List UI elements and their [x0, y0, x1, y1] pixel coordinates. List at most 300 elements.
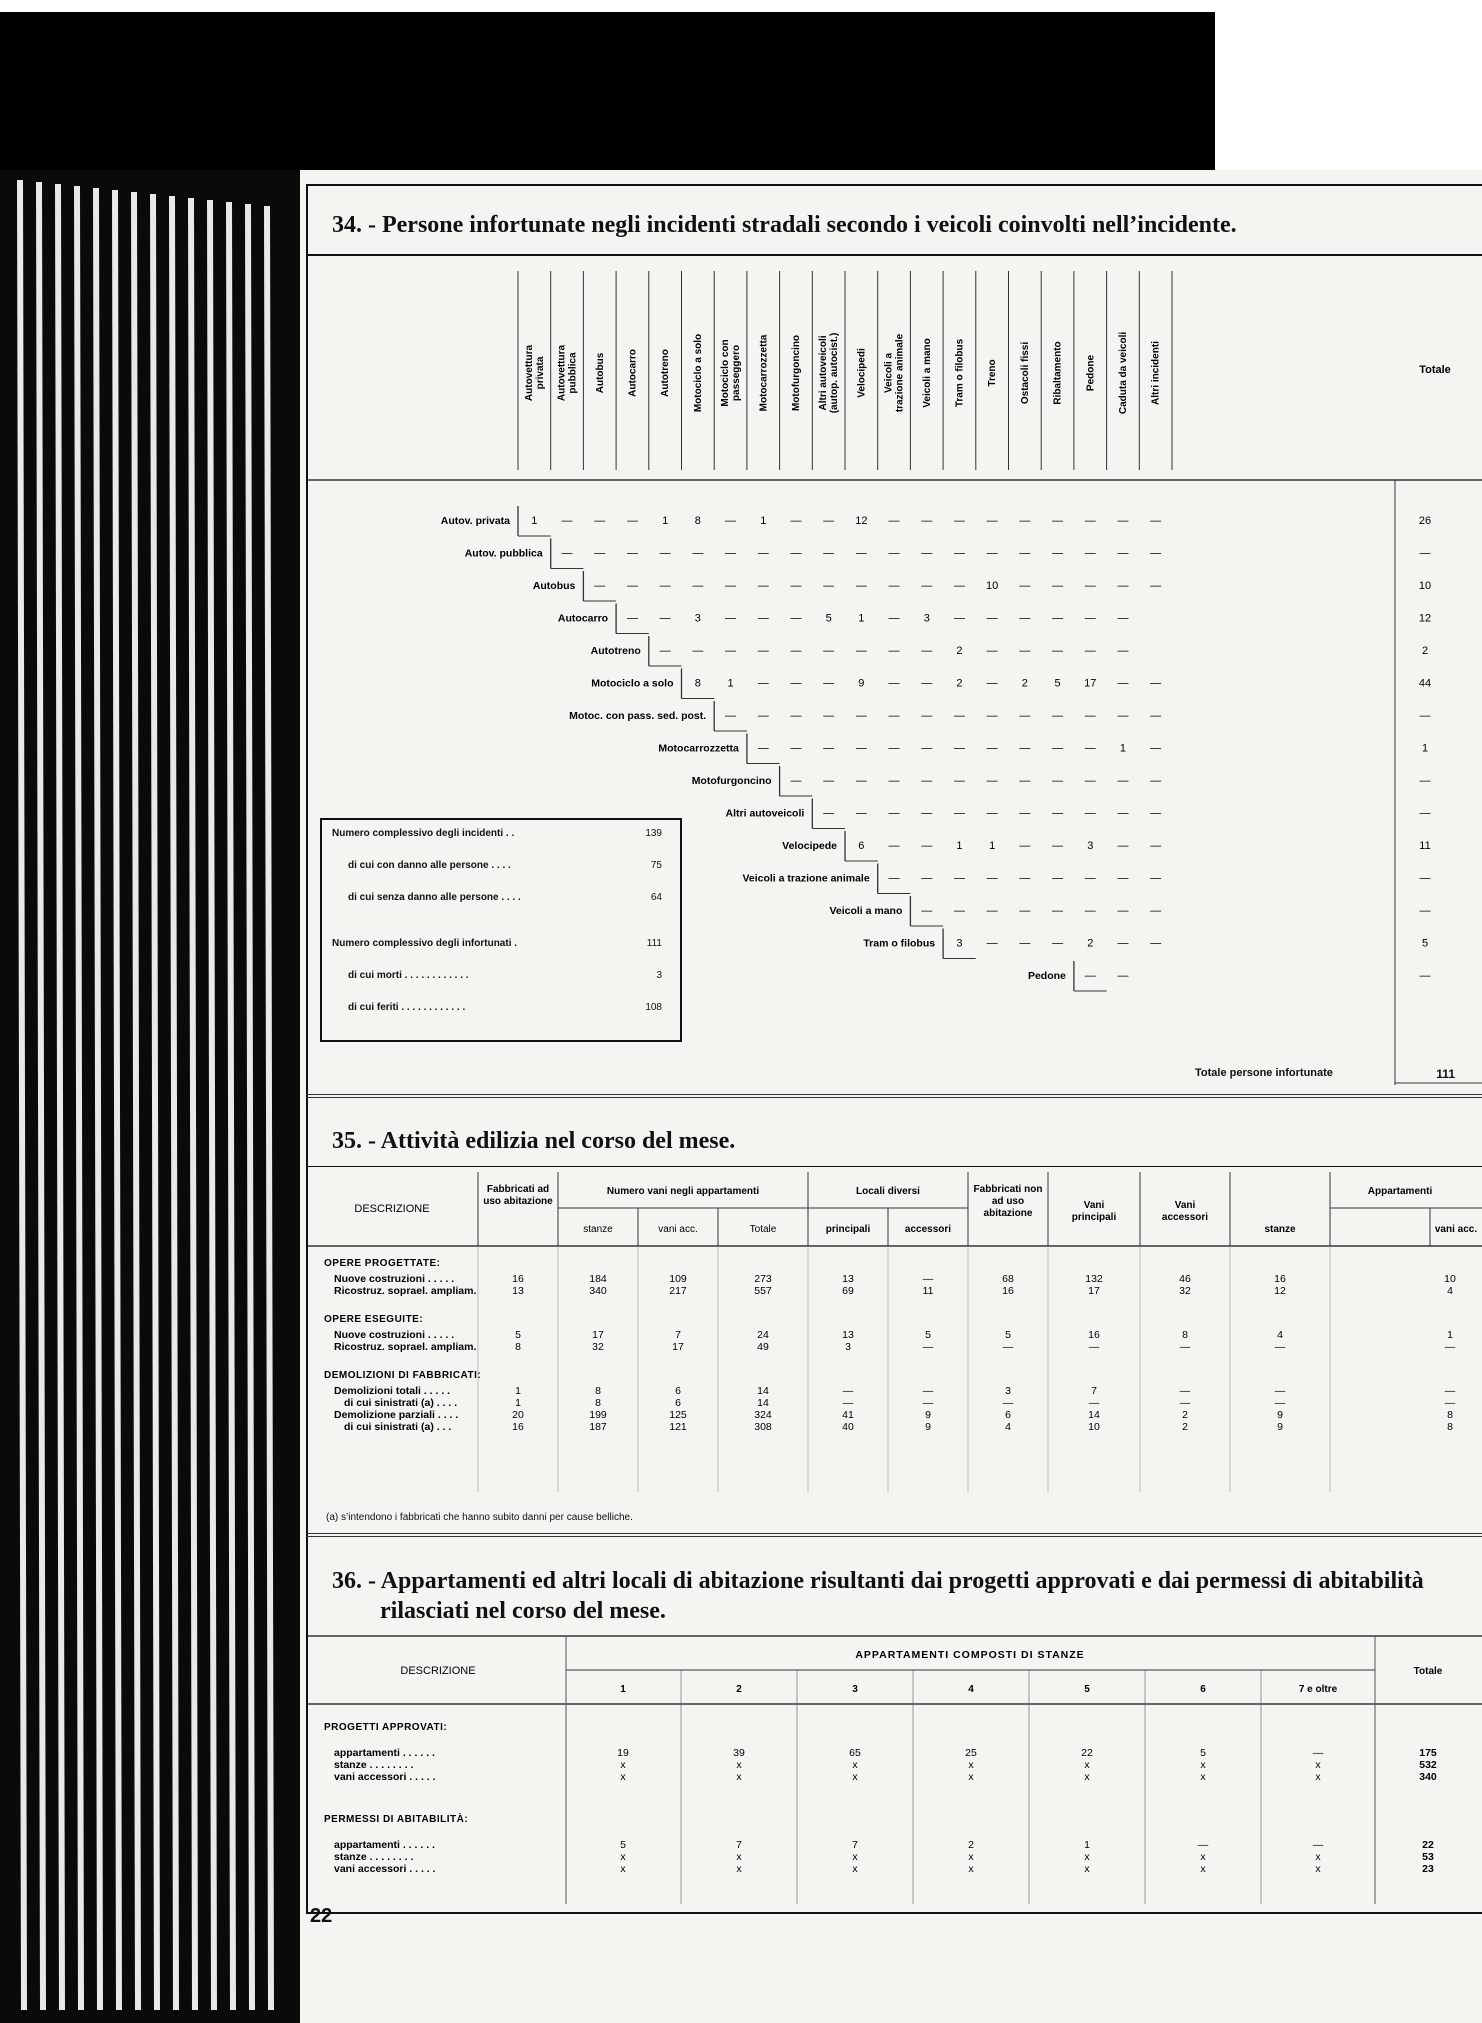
t36-h-col: 2	[736, 1684, 742, 1695]
t35-cell: 10	[1444, 1273, 1456, 1285]
summary-value: 64	[650, 892, 662, 903]
t34-cell: —	[1019, 645, 1031, 657]
t35-cell: 11	[922, 1285, 934, 1297]
t35-cell: 8	[1447, 1409, 1453, 1421]
page-edge-line	[210, 200, 214, 2010]
t34-cell: —	[626, 515, 638, 527]
t34-cell: —	[855, 580, 867, 592]
t34-cell: —	[823, 742, 835, 755]
t35-cell: —	[1444, 1385, 1456, 1397]
t34-row-label: Veicoli a mano	[829, 905, 903, 917]
t34-cell: —	[1084, 515, 1096, 527]
summary-label: Numero complessivo degli incidenti . .	[332, 828, 515, 839]
t34-cell: —	[986, 905, 998, 917]
t34-cell: —	[953, 775, 965, 787]
t35-cell: 121	[669, 1421, 687, 1433]
t35-h-vani-principali: Vani	[1083, 1200, 1105, 1211]
table-34-grid	[300, 255, 1482, 1185]
t34-col-total: Totale	[1419, 364, 1451, 376]
t34-cell-total: —	[1419, 775, 1431, 787]
t34-cell: —	[1150, 677, 1162, 690]
t34-cell: —	[888, 515, 900, 527]
t34-row-label: Motofurgoncino	[691, 775, 772, 787]
page-edge-line	[77, 186, 81, 2010]
t34-cell: —	[757, 710, 769, 722]
t34-cell: —	[986, 645, 998, 657]
t35-cell: 132	[1085, 1273, 1103, 1285]
t36-cell: 5	[1200, 1747, 1206, 1759]
t34-cell: —	[1019, 775, 1031, 787]
t34-cell: —	[1117, 710, 1129, 722]
t36-cell: x	[1315, 1771, 1321, 1783]
t35-cell: —	[1444, 1341, 1456, 1353]
t35-cell: 16	[1274, 1273, 1286, 1285]
t36-cell: x	[620, 1851, 626, 1863]
t34-col-header: Ribaltamento	[1052, 341, 1064, 405]
t36-cell: x	[736, 1851, 742, 1863]
t34-row-label: Motocarrozzetta	[658, 742, 739, 755]
t34-cell: —	[921, 840, 933, 852]
t36-cell: x	[1084, 1863, 1090, 1875]
t34-cell: —	[790, 515, 802, 527]
t36-cell: —	[1312, 1839, 1324, 1851]
t34-cell: 9	[858, 677, 865, 690]
t36-cell: 65	[849, 1747, 861, 1759]
t34-cell: —	[953, 710, 965, 722]
summary-label: di cui con danno alle persone . . . .	[348, 860, 511, 871]
t34-cell: —	[921, 645, 933, 657]
t34-cell-total: 10	[1418, 580, 1432, 592]
t34-cell: —	[1150, 937, 1162, 950]
t34-cell: 1	[531, 515, 538, 527]
t35-cell: 49	[757, 1341, 769, 1353]
summary-box	[320, 818, 682, 1042]
t35-cell: 1	[1447, 1329, 1453, 1341]
t34-cell-total: —	[1419, 872, 1431, 885]
t34-col-header: privata	[534, 356, 546, 390]
t34-cell: —	[1084, 710, 1096, 722]
t35-cell: 13	[842, 1273, 854, 1285]
t36-cell: x	[968, 1771, 974, 1783]
t34-row-label: Autov. pubblica	[464, 547, 543, 560]
page-edge-line	[134, 192, 138, 2010]
book-page-edges	[0, 170, 300, 2023]
t34-cell: —	[855, 547, 867, 560]
t34-cell: —	[823, 710, 835, 722]
t34-cell: —	[888, 677, 900, 690]
t36-cell: x	[620, 1771, 626, 1783]
t34-cell: —	[1052, 840, 1064, 852]
t34-cell: 6	[858, 840, 865, 852]
t36-cell: 175	[1419, 1747, 1437, 1759]
t35-cell: 20	[512, 1409, 524, 1421]
t35-cell: 8	[515, 1341, 521, 1353]
t35-cell: 7	[1091, 1385, 1097, 1397]
t35-row-label: Ricostruz. soprael. ampliam.	[334, 1341, 477, 1353]
t35-cell: 4	[1277, 1329, 1283, 1341]
t34-cell: —	[921, 547, 933, 560]
t34-cell-total: —	[1419, 905, 1431, 917]
t34-cell: —	[823, 677, 835, 690]
t35-cell: —	[1179, 1397, 1191, 1409]
t34-cell: 8	[694, 677, 701, 690]
t36-cell: 7	[852, 1839, 858, 1851]
t34-col-header: Autovettura	[523, 344, 535, 402]
t34-row-label: Autov. privata	[440, 515, 510, 527]
t35-cell: 125	[669, 1409, 687, 1421]
t34-cell: —	[921, 872, 933, 885]
t34-cell: —	[1150, 742, 1162, 755]
t34-cell: —	[1019, 742, 1031, 755]
t35-cell: 4	[1447, 1285, 1453, 1297]
t35-cell: 4	[1005, 1421, 1011, 1433]
table-36-grid	[300, 1634, 1482, 1914]
t35-cell: 2	[1182, 1421, 1188, 1433]
t35-h-app-vani-acc: vani acc.	[1434, 1224, 1478, 1235]
t34-cell: —	[692, 547, 704, 560]
t35-cell: 340	[589, 1285, 607, 1297]
t35-cell: 8	[595, 1385, 601, 1397]
t34-cell: —	[888, 645, 900, 657]
t34-cell: 1	[858, 612, 865, 625]
t35-h-locali-diversi: Locali diversi	[856, 1186, 920, 1197]
t34-cell: —	[953, 807, 965, 820]
t34-cell-total: —	[1419, 807, 1431, 820]
t36-cell: x	[736, 1863, 742, 1875]
t34-cell: 2	[956, 677, 963, 690]
t36-cell: 25	[965, 1747, 977, 1759]
t34-cell-total: —	[1419, 547, 1431, 560]
t35-group-heading: OPERE PROGETTATE:	[324, 1258, 441, 1269]
t34-col-header: Veicoli a	[883, 352, 895, 394]
t34-cell: —	[1084, 970, 1096, 982]
t34-cell: —	[790, 547, 802, 560]
t34-cell: —	[659, 547, 671, 560]
t36-cell: 7	[736, 1839, 742, 1851]
t34-cell: —	[1052, 710, 1064, 722]
t34-cell: 5	[825, 612, 832, 625]
t34-cell: —	[1117, 840, 1129, 852]
summary-label: Numero complessivo degli infortunati .	[332, 938, 518, 949]
t34-cell: 2	[1021, 677, 1028, 690]
t34-cell: —	[1150, 775, 1162, 787]
t36-cell: 53	[1422, 1851, 1434, 1863]
t36-cell: x	[736, 1759, 742, 1771]
t35-group-heading: OPERE ESEGUITE:	[324, 1314, 424, 1325]
t34-cell: —	[659, 580, 671, 592]
summary-label: di cui morti . . . . . . . . . . . .	[348, 970, 469, 981]
t36-cell: x	[620, 1759, 626, 1771]
t35-cell: 32	[592, 1341, 604, 1353]
t34-cell-total: 26	[1418, 515, 1432, 527]
t34-cell: —	[1019, 872, 1031, 885]
t35-cell: 9	[925, 1409, 931, 1421]
t34-cell: —	[757, 677, 769, 690]
t35-h-app-stanze: stanze	[1264, 1224, 1296, 1235]
t34-row-label: Velocipede	[782, 840, 837, 852]
t34-col-header: Altri autoveicoli	[818, 335, 830, 411]
t35-cell: 16	[1088, 1329, 1100, 1341]
t35-cell: 17	[592, 1329, 604, 1341]
t36-cell: —	[1312, 1747, 1324, 1759]
t34-cell: —	[1117, 580, 1129, 592]
t34-cell: —	[1150, 872, 1162, 885]
page-edge-line	[39, 182, 43, 2010]
t36-h-col: 6	[1200, 1684, 1206, 1695]
t34-cell: 2	[956, 645, 963, 657]
t35-cell: 273	[754, 1273, 772, 1285]
t34-cell: —	[953, 515, 965, 527]
t35-h-fabbricati-non: ad uso	[991, 1196, 1025, 1207]
t35-h-fabbricati-uso: uso abitazione	[483, 1196, 553, 1207]
t34-cell: —	[1052, 612, 1064, 625]
t35-cell: —	[1088, 1397, 1100, 1409]
t35-h-totale: Totale	[749, 1224, 777, 1235]
summary-value: 111	[646, 938, 662, 949]
t34-row-label: Motociclo a solo	[591, 677, 674, 690]
t34-cell: —	[1019, 612, 1031, 625]
t35-cell: 2	[1182, 1409, 1188, 1421]
t34-cell: —	[823, 807, 835, 820]
t34-col-header: trazione animale	[894, 333, 906, 413]
t35-cell: 17	[1088, 1285, 1100, 1297]
t34-cell: —	[1084, 547, 1096, 560]
t35-h-appartamenti: Appartamenti	[1367, 1186, 1433, 1197]
t34-cell: 1	[662, 515, 669, 527]
t34-cell: —	[855, 775, 867, 787]
t34-cell: —	[790, 645, 802, 657]
t36-cell: 22	[1081, 1747, 1093, 1759]
t35-cell: 3	[1005, 1385, 1011, 1397]
t34-cell: —	[888, 775, 900, 787]
t34-cell: 8	[694, 515, 701, 527]
summary-label: di cui feriti . . . . . . . . . . . .	[348, 1002, 466, 1013]
page-edge-line	[248, 204, 252, 2010]
t35-row-label: Demolizione parziali . . . .	[334, 1409, 459, 1421]
t34-cell: —	[986, 710, 998, 722]
t34-cell: —	[1117, 515, 1129, 527]
summary-label: di cui senza danno alle persone . . . .	[348, 892, 521, 903]
t35-h-vani-principali: principali	[1071, 1212, 1117, 1223]
t34-cell: —	[725, 547, 737, 560]
t35-row-label: di cui sinistrati (a) . . .	[344, 1421, 452, 1433]
t35-cell: —	[922, 1385, 934, 1397]
t34-cell: —	[921, 775, 933, 787]
t34-cell: —	[790, 612, 802, 625]
t34-cell: —	[626, 547, 638, 560]
t34-cell: —	[1019, 840, 1031, 852]
t34-cell: —	[561, 547, 573, 560]
t34-cell: 3	[956, 937, 963, 950]
t35-h-descrizione: DESCRIZIONE	[354, 1203, 430, 1215]
t35-cell: 8	[1182, 1329, 1188, 1341]
t34-cell: —	[1019, 710, 1031, 722]
t36-h-col: 7 e oltre	[1298, 1684, 1338, 1695]
t34-cell: 3	[694, 612, 701, 625]
t34-col-header: pubblica	[567, 352, 579, 394]
t34-cell: 17	[1084, 677, 1097, 690]
t36-cell: x	[852, 1863, 858, 1875]
t34-col-header: Altri incidenti	[1150, 341, 1162, 405]
t34-cell: 1	[956, 840, 963, 852]
t36-cell: 2	[968, 1839, 974, 1851]
t35-cell: 9	[1277, 1421, 1283, 1433]
t36-cell: x	[1200, 1759, 1206, 1771]
t36-cell: x	[852, 1771, 858, 1783]
page-number: 22	[310, 1905, 333, 1927]
t34-cell: —	[986, 742, 998, 755]
t34-cell: —	[757, 742, 769, 755]
t34-cell: —	[823, 515, 835, 527]
t34-row-label: Veicoli a trazione animale	[742, 872, 870, 885]
t35-cell: —	[1002, 1341, 1014, 1353]
t36-row-label: appartamenti . . . . . .	[334, 1839, 435, 1851]
t34-cell: —	[1052, 905, 1064, 917]
t34-cell: —	[1052, 937, 1064, 950]
t36-cell: 22	[1422, 1839, 1434, 1851]
summary-value: 108	[645, 1002, 662, 1013]
t35-h-vani-accessori: accessori	[1161, 1212, 1209, 1223]
t35-cell: 16	[512, 1421, 524, 1433]
t34-cell: —	[1084, 612, 1096, 625]
t34-cell: —	[1084, 645, 1096, 657]
t34-cell: —	[1117, 677, 1129, 690]
t34-col-header: Autovettura	[556, 344, 568, 402]
t36-row-label: appartamenti . . . . . .	[334, 1747, 435, 1759]
t34-cell: —	[888, 840, 900, 852]
t34-cell: —	[1052, 872, 1064, 885]
t34-cell: —	[1052, 580, 1064, 592]
t34-cell: —	[986, 872, 998, 885]
t34-cell: —	[888, 807, 900, 820]
t34-cell: —	[1019, 905, 1031, 917]
page-edge-line	[267, 206, 271, 2010]
t34-cell: 1	[1119, 742, 1127, 755]
t35-cell: —	[842, 1397, 854, 1409]
page-edge-line	[58, 184, 62, 2010]
t34-cell: —	[855, 645, 867, 657]
t34-cell: —	[626, 612, 638, 625]
t35-cell: 3	[845, 1341, 851, 1353]
t36-cell: x	[852, 1851, 858, 1863]
t34-col-header: Treno	[987, 359, 999, 387]
t34-cell: 10	[986, 580, 999, 592]
t34-cell: —	[659, 645, 671, 657]
document-page	[300, 170, 1482, 2023]
t36-cell: x	[968, 1863, 974, 1875]
t35-cell: 9	[1277, 1409, 1283, 1421]
t34-cell: —	[921, 580, 933, 592]
t34-col-header: Caduta da veicoli	[1117, 331, 1129, 415]
t35-cell: 16	[1002, 1285, 1014, 1297]
t34-cell: —	[1084, 580, 1096, 592]
t34-col-header: Autotreno	[660, 349, 672, 397]
t34-cell: —	[757, 612, 769, 625]
t34-cell: —	[855, 807, 867, 820]
t34-cell: —	[659, 612, 671, 625]
t36-cell: 1	[1084, 1839, 1090, 1851]
t35-cell: —	[1444, 1397, 1456, 1409]
t36-cell: x	[1315, 1759, 1321, 1771]
t35-cell: 12	[1274, 1285, 1286, 1297]
t34-col-header: Autobus	[594, 352, 606, 394]
t36-cell: x	[1084, 1851, 1090, 1863]
t35-cell: 9	[925, 1421, 931, 1433]
t36-cell: x	[1084, 1759, 1090, 1771]
t34-col-header: Ostacoli fissi	[1019, 341, 1031, 405]
t34-cell: —	[594, 515, 606, 527]
t34-cell-total: 5	[1421, 937, 1429, 950]
t35-row-label: Ricostruz. soprael. ampliam.	[334, 1285, 477, 1297]
t34-cell: —	[1084, 872, 1096, 885]
t35-cell: 41	[842, 1409, 854, 1421]
page-corner	[1215, 0, 1482, 170]
t35-cell: 1	[515, 1385, 521, 1397]
t34-cell: —	[1052, 515, 1064, 527]
t35-cell: —	[1274, 1397, 1286, 1409]
t35-cell: 69	[842, 1285, 854, 1297]
t35-h-fabbricati-uso: Fabbricati ad	[486, 1184, 550, 1195]
t35-cell: 13	[512, 1285, 524, 1297]
t35-cell: —	[1274, 1341, 1286, 1353]
t35-cell: 17	[672, 1341, 684, 1353]
t34-cell: —	[1117, 905, 1129, 917]
t34-cell-total: —	[1419, 970, 1431, 982]
t35-h-principali: principali	[825, 1224, 871, 1235]
t34-cell: —	[823, 645, 835, 657]
t36-row-label: stanze . . . . . . . .	[334, 1759, 414, 1771]
t34-cell: —	[790, 677, 802, 690]
t35-cell: 10	[1088, 1421, 1100, 1433]
t35-cell: —	[922, 1397, 934, 1409]
t34-row-label: Autotreno	[590, 645, 641, 657]
t35-h-stanze: stanze	[583, 1224, 613, 1235]
t35-h-vani-accessori: Vani	[1174, 1200, 1196, 1211]
t34-cell: —	[1117, 645, 1129, 657]
t35-cell: 7	[675, 1329, 681, 1341]
t34-cell: —	[1150, 547, 1162, 560]
t35-cell: 5	[925, 1329, 931, 1341]
t34-cell: —	[594, 547, 606, 560]
table-36-title-line2: rilasciati nel corso del mese.	[380, 1598, 666, 1624]
section-separator-2	[306, 1533, 1482, 1537]
t36-h-group: APPARTAMENTI COMPOSTI DI STANZE	[855, 1649, 1085, 1661]
summary-value: 139	[645, 828, 662, 839]
t34-cell-total: 11	[1419, 840, 1431, 852]
t34-cell: —	[1117, 970, 1129, 982]
section-separator	[306, 1094, 1482, 1098]
summary-value: 3	[656, 970, 662, 981]
t36-cell: 340	[1419, 1771, 1437, 1783]
t35-cell: —	[1002, 1397, 1014, 1409]
t36-cell: x	[620, 1863, 626, 1875]
t34-cell: —	[986, 807, 998, 820]
t34-col-header: passeggero	[731, 344, 743, 402]
t34-cell: —	[1117, 937, 1129, 950]
page-edge-line	[172, 196, 176, 2010]
t36-group-heading: PERMESSI DI ABITABILITÀ:	[324, 1814, 469, 1825]
t35-cell: 13	[842, 1329, 854, 1341]
t34-cell: 5	[1054, 677, 1061, 690]
t34-col-header: Pedone	[1085, 354, 1097, 392]
t35-cell: —	[1179, 1341, 1191, 1353]
t35-row-label: Nuove costruzioni . . . . .	[334, 1329, 455, 1341]
t36-group-heading: PROGETTI APPROVATI:	[324, 1722, 448, 1733]
t36-h-descrizione: DESCRIZIONE	[400, 1665, 476, 1677]
t35-cell: 14	[757, 1385, 769, 1397]
t34-cell: 1	[760, 515, 767, 527]
t34-cell: —	[1150, 710, 1162, 722]
